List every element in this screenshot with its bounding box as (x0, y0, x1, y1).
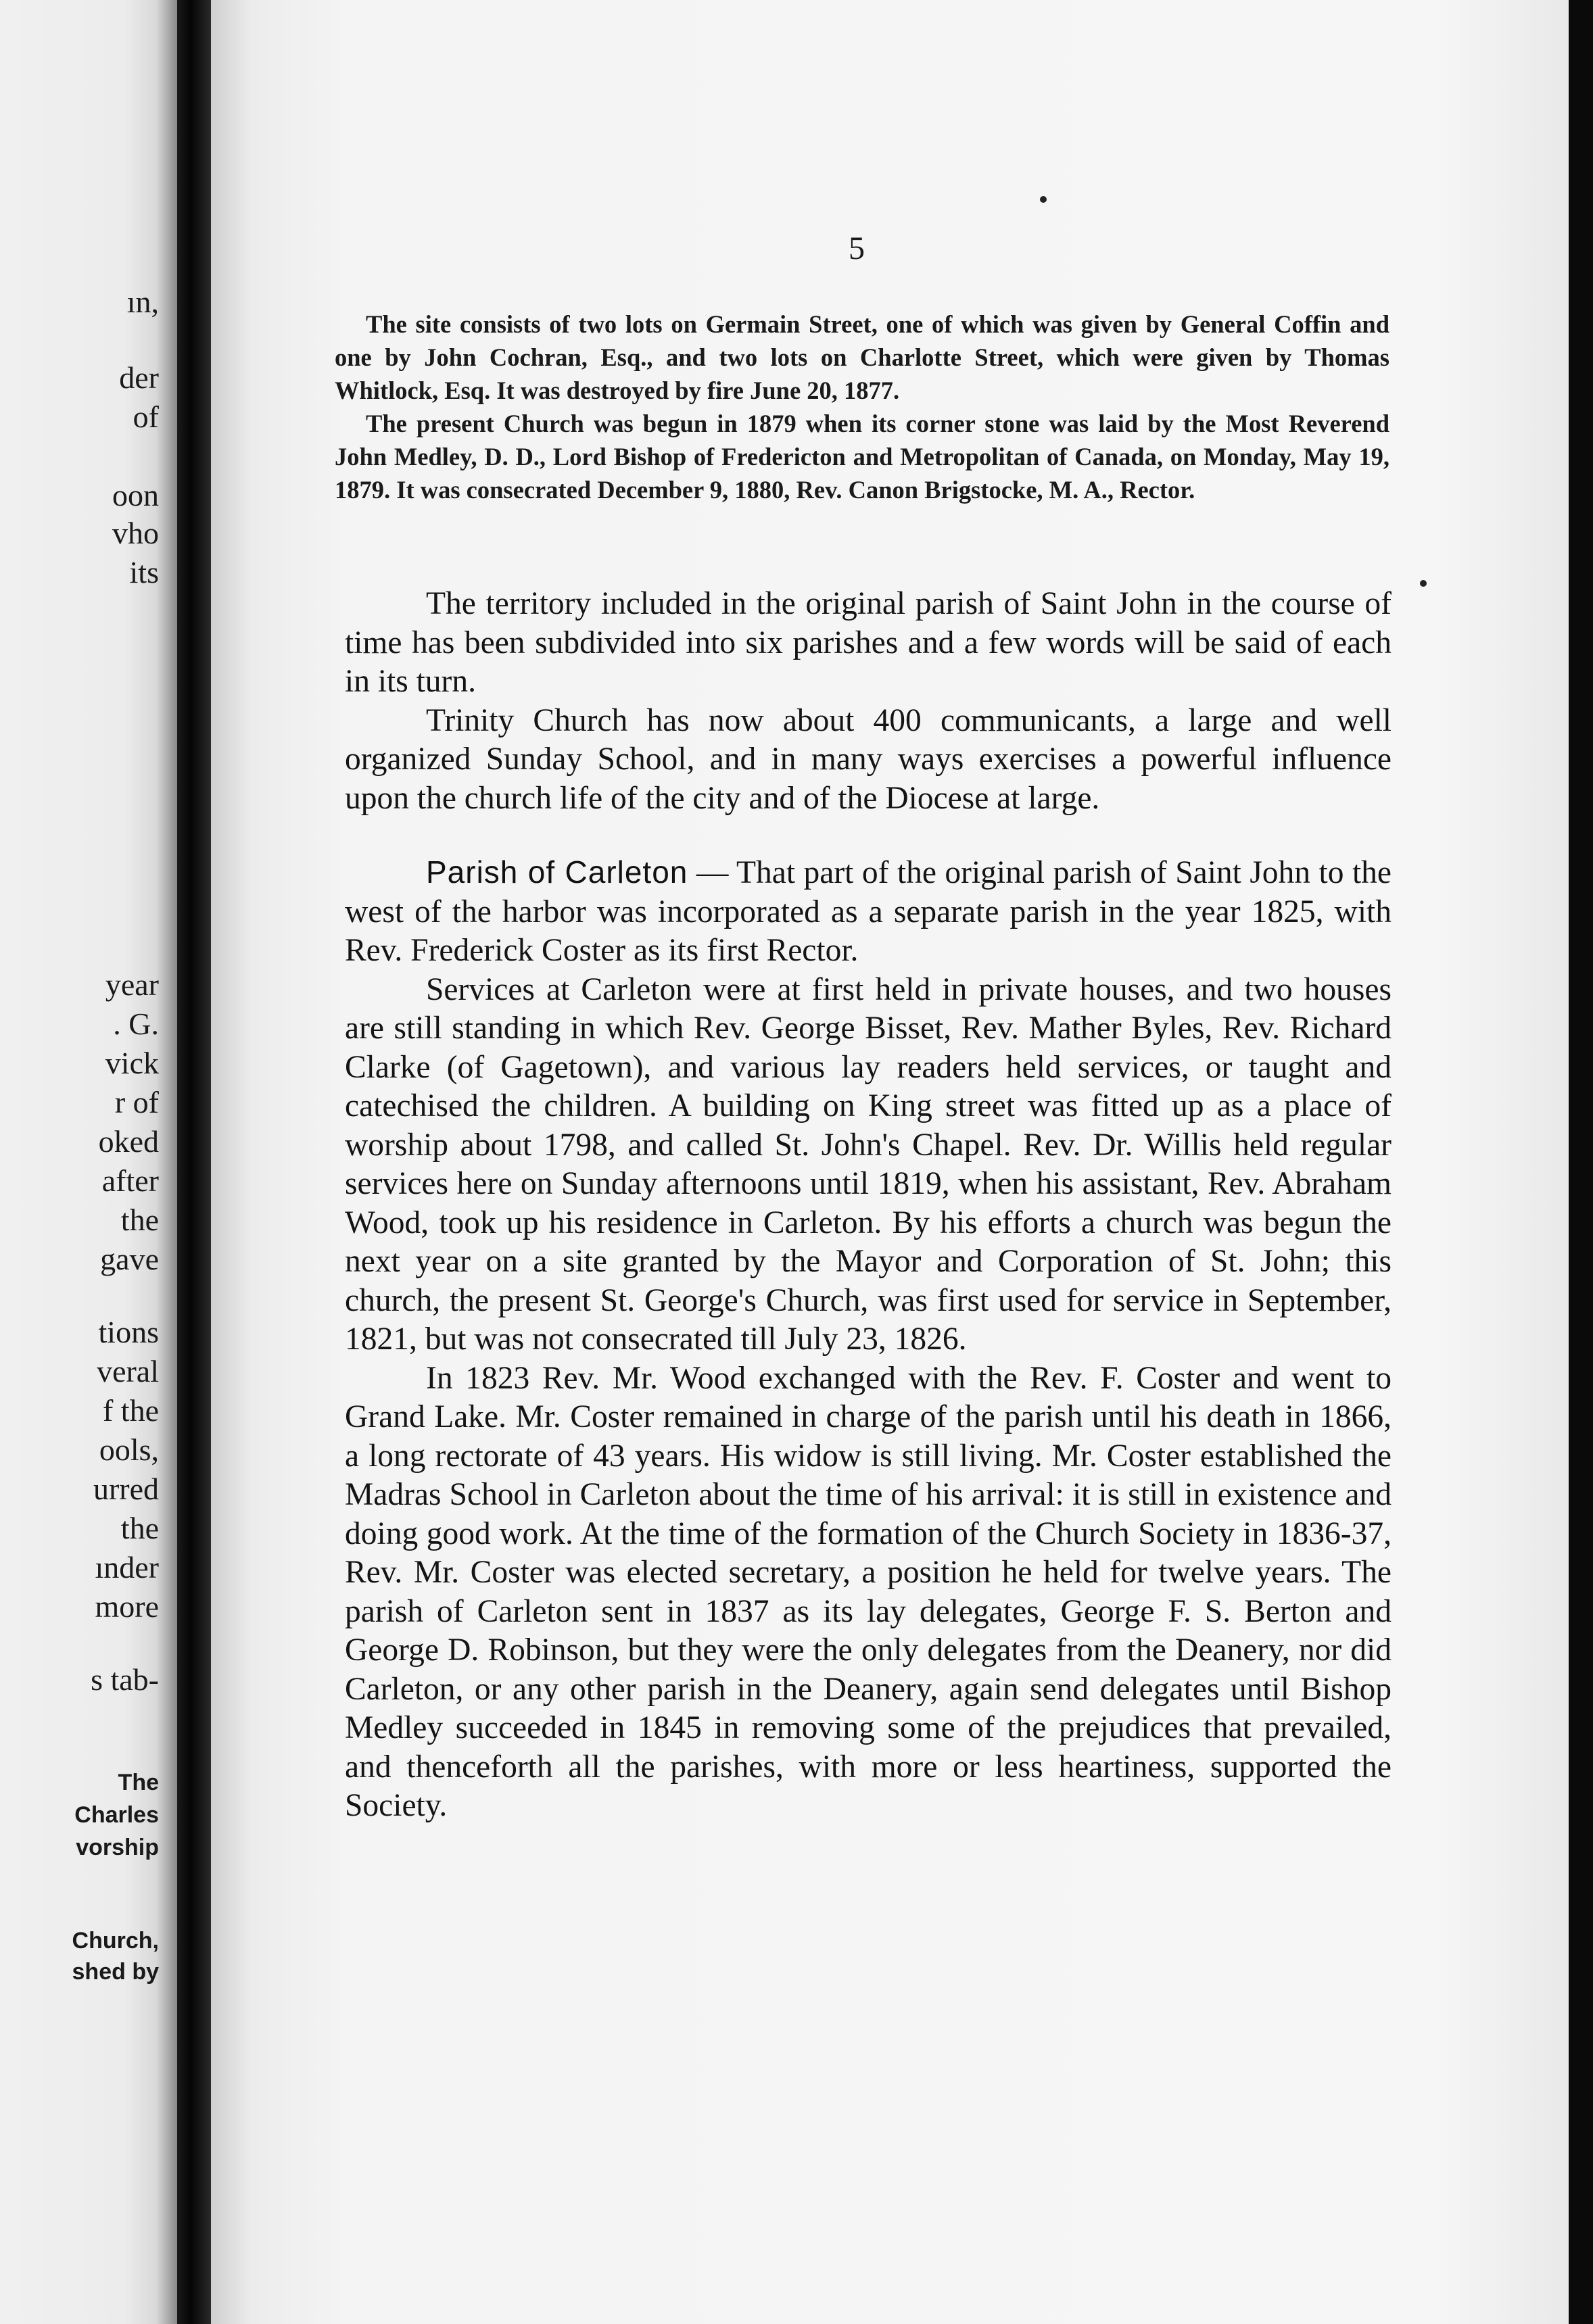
paragraph-carleton-intro (345, 853, 1392, 971)
left-fragment: vick (105, 1046, 159, 1080)
left-fragment: . G. (113, 1007, 159, 1041)
left-fragment: ın, (126, 285, 159, 319)
left-fragment: tions (98, 1315, 159, 1349)
left-fragment: the (120, 1203, 159, 1237)
left-fragment: ools, (99, 1432, 159, 1467)
left-fragment: more (95, 1589, 159, 1624)
left-fragment: vho (112, 516, 159, 550)
left-fragment: urred (93, 1472, 159, 1506)
carleton-intro-text: — That part of the original parish of Saint John to the west of the harbor was incorporated as a separate parish in the year 1825, with Rev. Frederick Coster as its first Rector. (345, 855, 1392, 968)
page-edge-shadow (1569, 0, 1593, 2324)
left-fragment: Charles (74, 1802, 159, 1828)
left-fragment: its (129, 555, 159, 589)
page-number: 5 (849, 231, 865, 266)
left-fragment: oked (98, 1124, 159, 1159)
ink-speck (1040, 196, 1047, 203)
main-text (345, 585, 1392, 1826)
previous-page-fragment (0, 0, 177, 2324)
note-paragraph: The present Church was begun in 1879 when its corner stone was laid by the Most Reverend John Medley, D. D., Lord Bishop of Fredericton and Metropolitan of Canada, on Monday, May 19, 1879. It was consecrated December 9, 1880, Rev. Canon Brigstocke, M. A., Rector. (335, 410, 1389, 504)
left-fragment: veral (97, 1354, 159, 1388)
history-note (335, 308, 1389, 506)
left-fragment: year (105, 967, 159, 1002)
ink-speck (1420, 580, 1427, 587)
left-fragment: the (120, 1511, 159, 1545)
left-fragment: shed by (72, 1959, 159, 1985)
left-fragment: after (101, 1163, 159, 1198)
section-heading: Parish of Carleton (426, 854, 688, 890)
left-fragment: Church, (72, 1928, 159, 1954)
left-fragment: gave (100, 1242, 159, 1276)
left-fragment: of (133, 400, 159, 434)
paragraph-trinity: Trinity Church has now about 400 communicants, a large and well organized Sunday School, and in many ways exercises a powerful influence upon the church life of the city and of the Diocese at large. (345, 702, 1392, 816)
left-fragment: f the (102, 1393, 159, 1428)
left-fragment: ınder (95, 1550, 159, 1584)
note-paragraph: The site consists of two lots on Germain Street, one of which was given by General Coffin and one by John Cochran, Esq., and two lots on Charlotte Street, which were given by Thomas Whitlock, Esq. It was destroyed by fire June 20, 1877. (335, 310, 1389, 404)
left-fragment: oon (112, 478, 159, 512)
paragraph-coster: In 1823 Rev. Mr. Wood exchanged with the Rev. F. Coster and went to Grand Lake. Mr. Coster remained in charge of the parish until his death in 1866, a long rectorate of 43 years. His widow is still living. Mr. Coster established the Madras School in Carleton about the time of his arrival: it is still in existence and doing good work. At the time of the formation of the Church Society in 1836-37, Rev. Mr. Coster was elected secretary, a position he held for twelve years. The parish of Carleton sent in 1837 as its lay delegates, George F. S. Berton and George D. Robinson, but they were the only delegates from the Deanery, nor did Carleton, or any other parish in the Deanery, again send delegates until Bishop Medley succeeded in 1845 in removing some of the prejudices that prevailed, and thenceforth all the parishes, with more or less heartiness, supported the Society. (345, 1360, 1392, 1823)
left-fragment: s tab- (91, 1662, 159, 1697)
left-fragment: vorship (76, 1835, 159, 1860)
paragraph-territory: The territory included in the original parish of Saint John in the course of time has been subdivided into six parishes and a few words will be said of each in its turn. (345, 586, 1392, 699)
left-fragment: der (119, 360, 159, 395)
book-gutter (177, 0, 211, 2324)
left-fragment: The (118, 1770, 159, 1795)
paragraph-services: Services at Carleton were at first held in private houses, and two houses are still standing in which Rev. George Bisset, Rev. Mather Byles, Rev. Richard Clarke (of Gagetown), and various lay readers held services, or taught and catechised the children. A building on King street was fitted up as a place of worship about 1798, and called St. John's Chapel. Rev. Dr. Willis held regular services here on Sunday afternoons until 1819, when his assistant, Rev. Abraham Wood, took up his residence in Carleton. By his efforts a church was begun the next year on a site granted by the Mayor and Corporation of St. John; this church, the present St. George's Church, was first used for service in September, 1821, but was not consecrated till July 23, 1826. (345, 971, 1392, 1357)
left-fragment: r of (114, 1085, 159, 1119)
